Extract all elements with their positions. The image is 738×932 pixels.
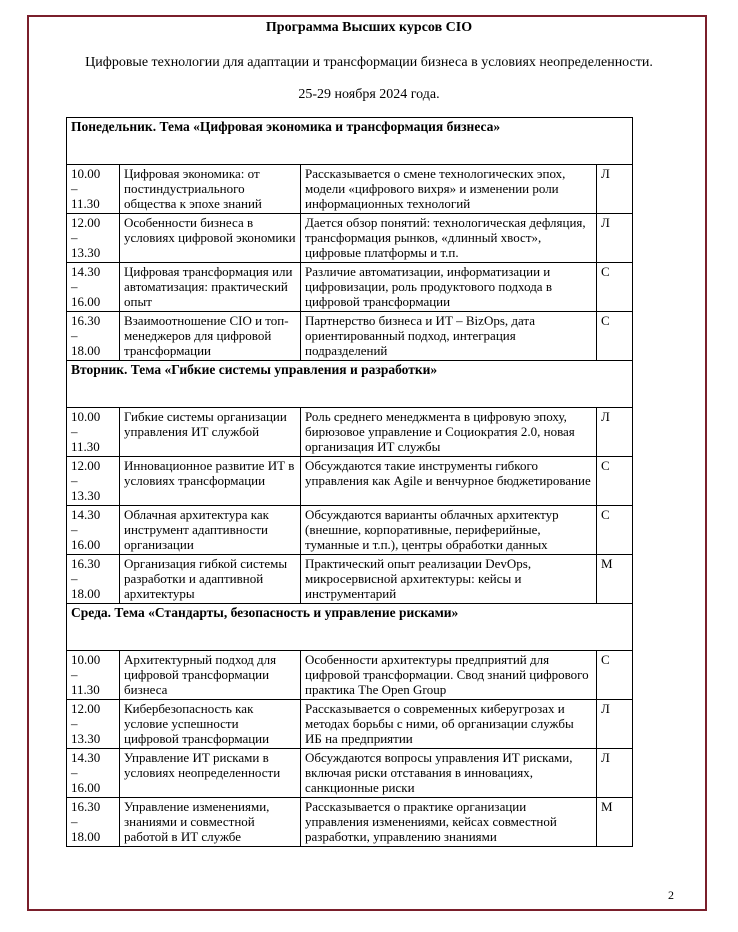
session-description: Партнерство бизнеса и ИТ – BizOps, дата ориентированный подход, интеграция подразделений <box>301 312 597 361</box>
session-time-line: – <box>71 181 78 196</box>
session-time <box>67 214 120 263</box>
session-time-line: 16.30 <box>71 799 101 814</box>
document-title: Программа Высших курсов CIO <box>265 20 473 35</box>
session-time-line: – <box>71 328 78 343</box>
session-time-line: 10.00 <box>71 409 101 424</box>
session-row <box>67 312 633 361</box>
session-time-line: 16.00 <box>71 294 101 309</box>
page-number: 2 <box>668 888 674 902</box>
session-description: Рассказывается о смене технологических эпох, модели «цифрового вихря» и изменении роли информационных технологий <box>301 165 597 214</box>
session-time-line: 10.00 <box>71 652 101 667</box>
session-topic: Взаимоотношение CIO и топ-менеджеров для цифровой трансформации <box>120 312 301 361</box>
session-row <box>67 408 633 457</box>
schedule-table <box>66 117 633 847</box>
session-topic: Кибербезопасность как условие успешности цифровой трансформации <box>120 700 301 749</box>
session-type: Л <box>597 214 633 263</box>
session-type: С <box>597 506 633 555</box>
session-time-line: – <box>71 473 78 488</box>
session-topic: Особенности бизнеса в условиях цифровой экономики <box>120 214 301 263</box>
session-time-line: 13.30 <box>71 245 101 260</box>
session-time-line: 10.00 <box>71 166 101 181</box>
session-topic: Цифровая трансформация или автоматизация: практический опыт <box>120 263 301 312</box>
session-row <box>67 700 633 749</box>
day-theme-heading: Среда. Тема «Стандарты, безопасность и управление рисками» <box>67 604 633 651</box>
session-description: Дается обзор понятий: технологическая дефляция, трансформация рынков, «длинный хвост», цифровые платформы и т.п. <box>301 214 597 263</box>
session-time-line: 11.30 <box>71 682 100 697</box>
session-row <box>67 798 633 847</box>
session-time-line: 16.00 <box>71 537 101 552</box>
session-topic: Облачная архитектура как инструмент адаптивности организации <box>120 506 301 555</box>
session-type: Л <box>597 749 633 798</box>
session-description: Роль среднего менеджмента в цифровую эпоху, бирюзовое управление и Социократия 2.0, новая организация ИТ службы <box>301 408 597 457</box>
session-time-line: 12.00 <box>71 701 101 716</box>
session-time <box>67 749 120 798</box>
session-description: Особенности архитектуры предприятий для цифровой трансформации. Свод знаний цифрового практика The Open Group <box>301 651 597 700</box>
session-time-line: 18.00 <box>71 586 101 601</box>
session-type: С <box>597 263 633 312</box>
session-row <box>67 165 633 214</box>
session-type: С <box>597 651 633 700</box>
session-type: Л <box>597 165 633 214</box>
day-header-row <box>67 604 633 651</box>
day-theme-heading: Вторник. Тема «Гибкие системы управления и разработки» <box>67 361 633 408</box>
session-time <box>67 798 120 847</box>
session-time-line: 16.30 <box>71 313 101 328</box>
session-time-line: 12.00 <box>71 215 101 230</box>
session-time <box>67 165 120 214</box>
session-time-line: 14.30 <box>71 750 101 765</box>
session-topic: Архитектурный подход для цифровой трансформации бизнеса <box>120 651 301 700</box>
session-description: Различие автоматизации, информатизации и цифровизации, роль продуктового подхода в цифровой трансформации <box>301 263 597 312</box>
session-type: Л <box>597 700 633 749</box>
session-time-line: – <box>71 279 78 294</box>
session-topic: Управление ИТ рисками в условиях неопределенности <box>120 749 301 798</box>
session-description: Обсуждаются такие инструменты гибкого управления как Agile и венчурное бюджетирование <box>301 457 597 506</box>
session-time <box>67 312 120 361</box>
session-type: М <box>597 555 633 604</box>
session-time-line: – <box>71 814 78 829</box>
session-description: Обсуждаются варианты облачных архитектур (внешние, корпоративные, периферийные, туманные и т.п.), центры обработки данных <box>301 506 597 555</box>
session-time-line: – <box>71 765 78 780</box>
session-description: Рассказывается о практике организации управления изменениями, кейсах совместной разработки, управлению знаниями <box>301 798 597 847</box>
session-type: С <box>597 457 633 506</box>
session-row <box>67 651 633 700</box>
session-description: Обсуждаются вопросы управления ИТ рисками, включая риски отставания в инновациях, санкционные риски <box>301 749 597 798</box>
session-time <box>67 457 120 506</box>
session-topic: Цифровая экономика: от постиндустриального общества к эпохе знаний <box>120 165 301 214</box>
day-theme-heading: Понедельник. Тема «Цифровая экономика и трансформация бизнеса» <box>67 118 633 165</box>
session-time-line: – <box>71 230 78 245</box>
session-time <box>67 651 120 700</box>
session-type: М <box>597 798 633 847</box>
session-time <box>67 263 120 312</box>
document-subtitle: Цифровые технологии для адаптации и трансформации бизнеса в условиях неопределенности. <box>85 55 653 70</box>
session-row <box>67 555 633 604</box>
session-type: С <box>597 312 633 361</box>
session-time-line: 18.00 <box>71 343 101 358</box>
session-time-line: 18.00 <box>71 829 101 844</box>
session-time-line: 11.30 <box>71 196 100 211</box>
session-topic: Управление изменениями, знаниями и совместной работой в ИТ службе <box>120 798 301 847</box>
session-time-line: – <box>71 716 78 731</box>
session-time-line: 16.30 <box>71 556 101 571</box>
session-row <box>67 749 633 798</box>
session-time-line: 13.30 <box>71 488 101 503</box>
session-description: Рассказывается о современных киберугрозах и методах борьбы с ними, об организации службы ИБ на предприятии <box>301 700 597 749</box>
session-time-line: – <box>71 424 78 439</box>
session-time-line: 14.30 <box>71 507 101 522</box>
session-topic: Гибкие системы организации управления ИТ службой <box>120 408 301 457</box>
session-row <box>67 457 633 506</box>
day-header-row <box>67 118 633 165</box>
session-description: Практический опыт реализации DevOps, микросервисной архитектуры: кейсы и инструментарий <box>301 555 597 604</box>
session-row <box>67 263 633 312</box>
session-time-line: 14.30 <box>71 264 101 279</box>
session-time-line: 13.30 <box>71 731 101 746</box>
session-time-line: – <box>71 667 78 682</box>
session-topic: Организация гибкой системы разработки и адаптивной архитектуры <box>120 555 301 604</box>
session-time-line: – <box>71 522 78 537</box>
session-row <box>67 214 633 263</box>
session-type: Л <box>597 408 633 457</box>
session-time-line: 12.00 <box>71 458 101 473</box>
course-dates: 25-29 ноября 2024 года. <box>298 87 440 102</box>
session-time <box>67 700 120 749</box>
session-time-line: 16.00 <box>71 780 101 795</box>
day-header-row <box>67 361 633 408</box>
session-time <box>67 506 120 555</box>
session-time-line: – <box>71 571 78 586</box>
session-time-line: 11.30 <box>71 439 100 454</box>
session-time <box>67 408 120 457</box>
session-time <box>67 555 120 604</box>
session-row <box>67 506 633 555</box>
session-topic: Инновационное развитие ИТ в условиях трансформации <box>120 457 301 506</box>
